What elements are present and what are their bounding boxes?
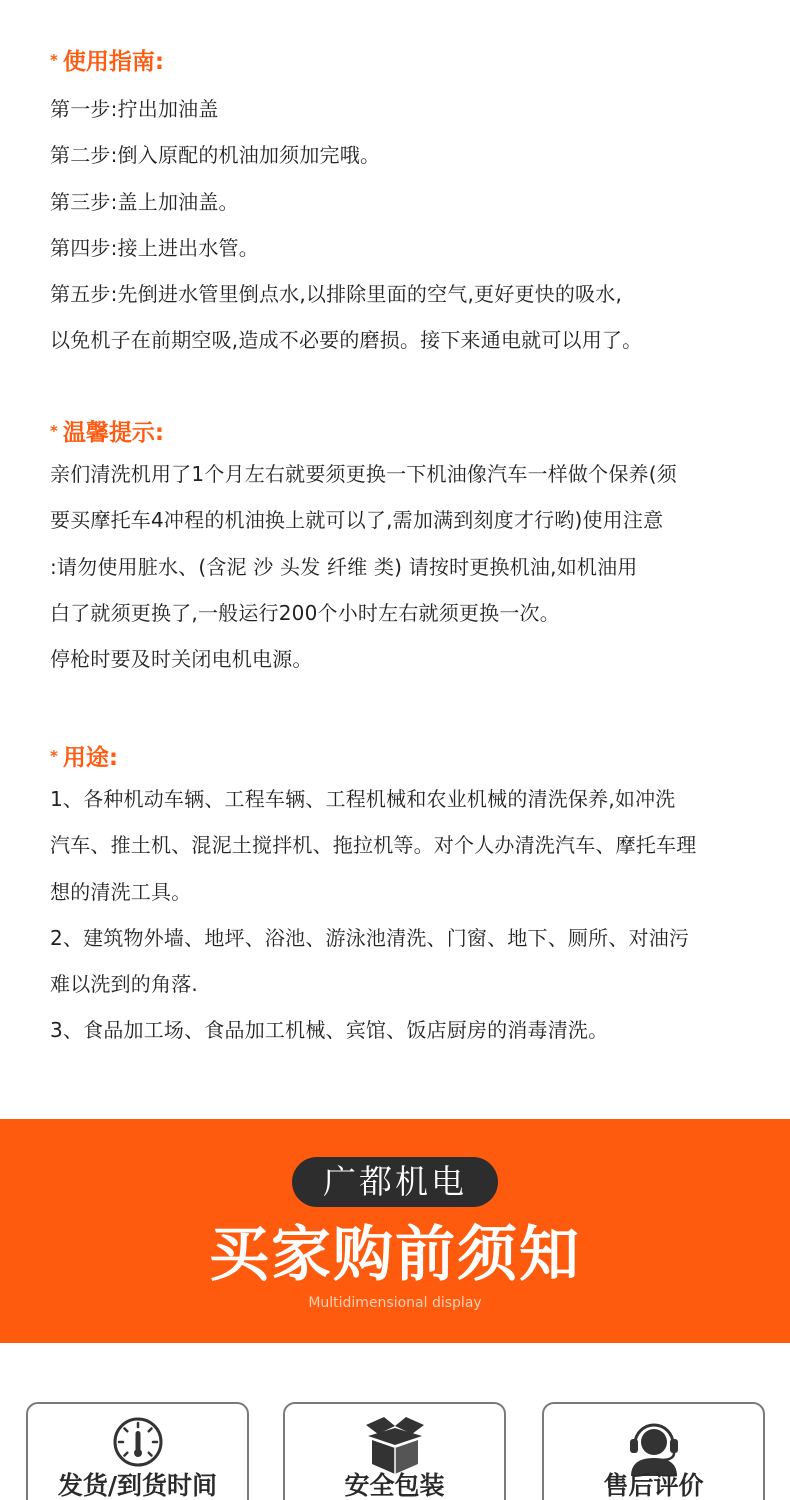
- notice-banner: [0, 1119, 790, 1343]
- card-after-sales[interactable]: [542, 1402, 765, 1500]
- banner-subtitle: Multidimensional display: [308, 1295, 482, 1311]
- tips-line: 要买摩托车4冲程的机油换上就可以了,需加满到刻度才行哟)使用注意: [50, 508, 664, 533]
- guide-section: [50, 44, 760, 364]
- usage-line: 3、食品加工场、食品加工机械、宾馆、饭店厨房的消毒清洗。: [50, 1018, 609, 1043]
- banner-title: 买家购前须知: [209, 1220, 581, 1290]
- clock-gauge-icon: [103, 1414, 173, 1476]
- usage-title: [50, 740, 760, 770]
- tips-line: 停枪时要及时关闭电机电源。: [50, 647, 313, 672]
- brand-pill: 广都机电: [292, 1157, 498, 1207]
- tips-lines: [50, 451, 760, 682]
- tips-title-text: 温馨提示:: [62, 419, 165, 446]
- card-after-sales-label: 售后评价: [603, 1471, 704, 1500]
- usage-line: 想的清洗工具。: [50, 879, 192, 904]
- guide-lines: [50, 86, 760, 364]
- tips-title: [50, 415, 760, 445]
- open-box-icon: [360, 1414, 430, 1476]
- tips-line: 白了就须更换了,一般运行200个小时左右就须更换一次。: [50, 600, 560, 625]
- card-packaging-label: 安全包装: [344, 1471, 445, 1500]
- usage-line: 1、各种机动车辆、工程车辆、工程机械和农业机械的清洗保养,如冲洗: [50, 787, 676, 811]
- guide-line: 第二步:倒入原配的机油加须加完哦。: [50, 143, 381, 168]
- usage-star: *: [50, 747, 58, 765]
- usage-line: 难以洗到的角落.: [50, 972, 198, 997]
- tips-line: :请勿使用脏水、(含泥 沙 头发 纤维 类) 请按时更换机油,如机油用: [50, 554, 638, 579]
- guide-line: 第四步:接上进出水管。: [50, 235, 259, 260]
- guide-line: 第一步:拧出加油盖: [50, 97, 219, 121]
- guide-star: *: [50, 51, 58, 69]
- guide-title-text: 使用指南:: [62, 48, 165, 75]
- guide-title: [50, 44, 760, 74]
- usage-section: [50, 740, 760, 1054]
- tips-star: *: [50, 422, 58, 440]
- tips-line: 亲们清洗机用了1个月左右就要须更换一下机油像汽车一样做个保养(须: [50, 462, 677, 486]
- usage-line: 汽车、推土机、混泥土搅拌机、拖拉机等。对个人办清洗汽车、摩托车理: [50, 833, 697, 858]
- guide-line: 以免机子在前期空吸,造成不必要的磨损。接下来通电就可以用了。: [50, 328, 643, 353]
- tips-section: [50, 415, 760, 682]
- card-safe-packaging[interactable]: [283, 1402, 506, 1500]
- headset-agent-icon: [619, 1414, 689, 1476]
- usage-lines: [50, 776, 760, 1054]
- guide-line: 第三步:盖上加油盖。: [50, 189, 239, 214]
- card-shipping-label: 发货/到货时间: [57, 1471, 218, 1500]
- guide-line: 第五步:先倒进水管里倒点水,以排除里面的空气,更好更快的吸水,: [50, 282, 623, 307]
- usage-line: 2、建筑物外墙、地坪、浴池、游泳池清洗、门窗、地下、厕所、对油污: [50, 925, 690, 950]
- usage-title-text: 用途:: [62, 744, 119, 771]
- card-shipping-time[interactable]: [26, 1402, 249, 1500]
